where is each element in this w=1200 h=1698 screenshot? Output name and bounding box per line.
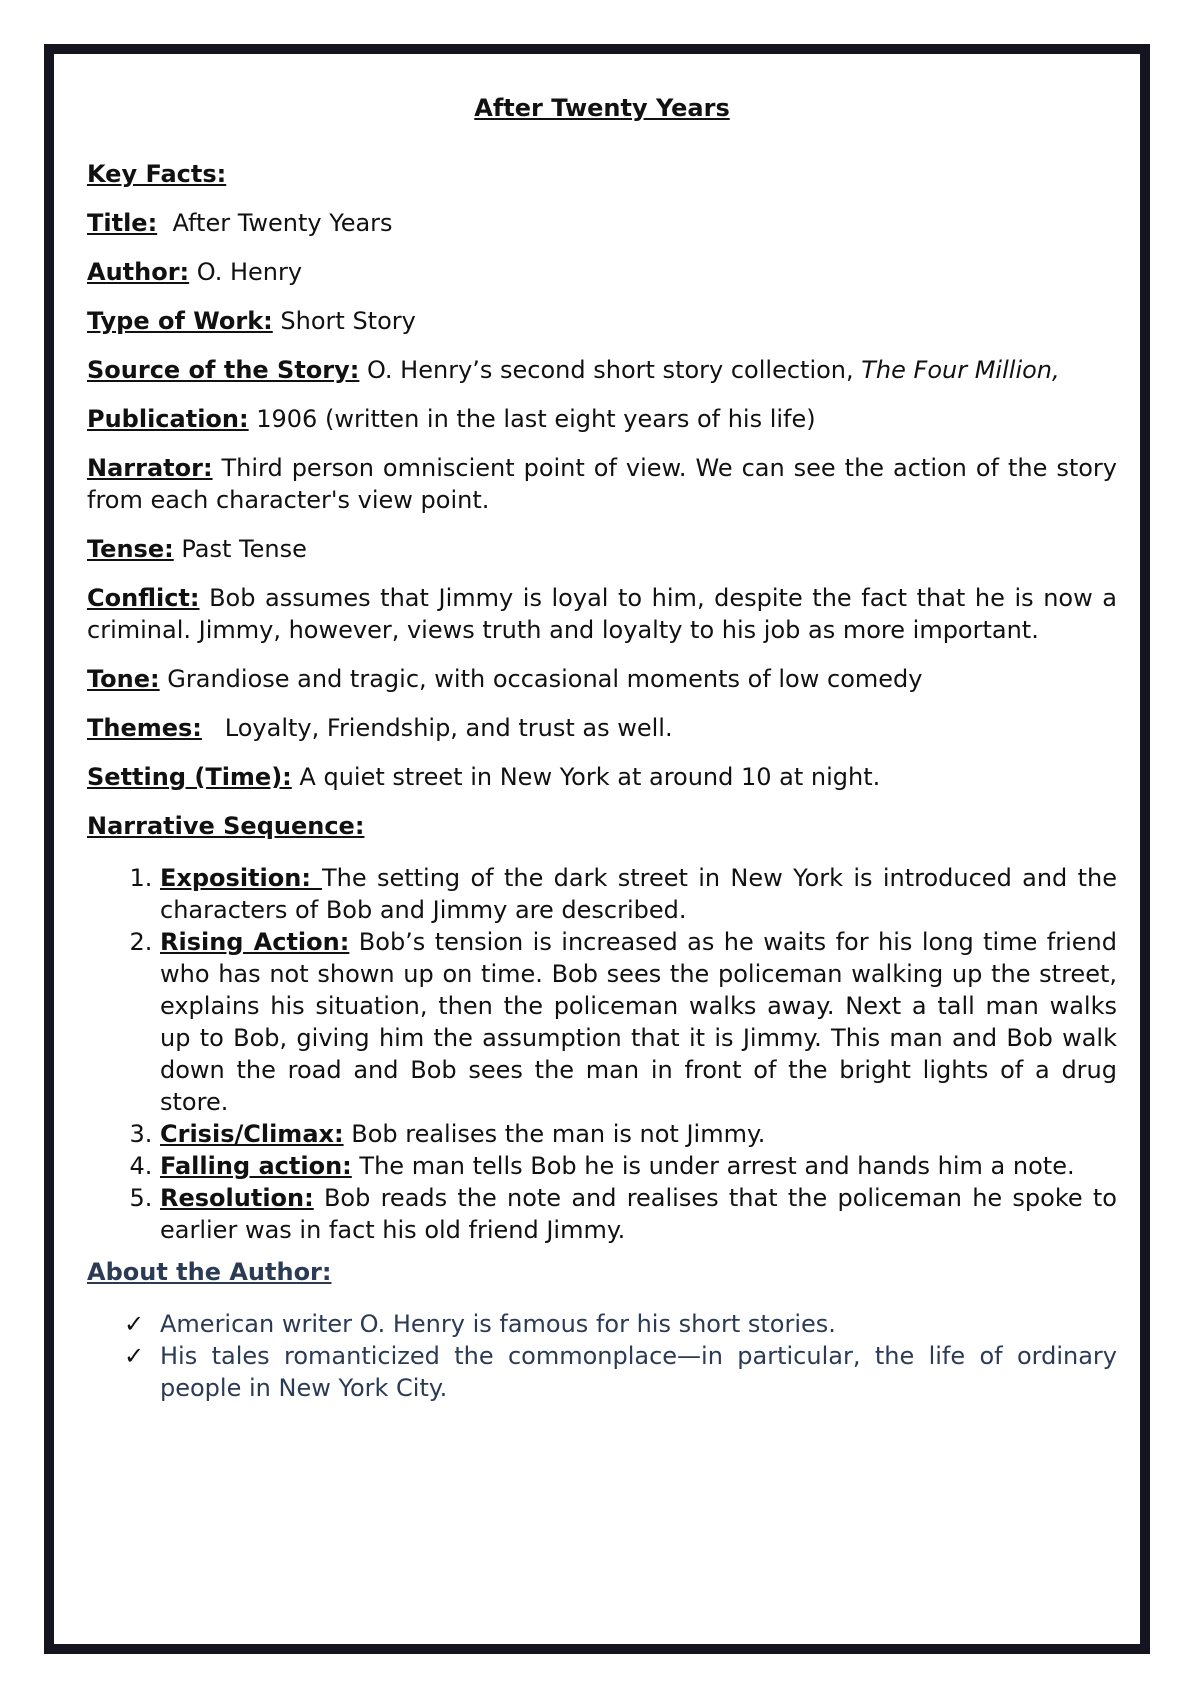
fact-label: Type of Work: — [87, 307, 273, 335]
fact-value: Loyalty, Friendship, and trust as well. — [224, 714, 673, 742]
fact-label: Tone: — [87, 665, 160, 693]
key-facts-heading: Key Facts: — [87, 160, 227, 188]
fact-publication — [87, 403, 1117, 435]
fact-label: Author: — [87, 258, 190, 286]
fact-label: Tense: — [87, 535, 174, 563]
author-point: ✓ American writer O. Henry is famous for his short stories. — [124, 1310, 836, 1338]
document-title: After Twenty Years — [474, 94, 730, 122]
sequence-item: 3. Crisis/Climax: Bob realises the man is not Jimmy. — [160, 1118, 1117, 1150]
document-content — [87, 92, 1117, 1404]
fact-value: Short Story — [280, 307, 416, 335]
checkmark-icon: ✓ — [124, 1342, 145, 1370]
author-point: ✓ His tales romanticized the commonplace—in particular, the life of ordinary people in New York City. — [124, 1342, 1117, 1402]
fact-value: O. Henry — [196, 258, 303, 286]
fact-value: After Twenty Years — [172, 209, 393, 237]
fact-value: A quiet street in New York at around 10 at night. — [299, 763, 881, 791]
collection-title: The Four Million — [861, 356, 1052, 384]
about-author-heading: About the Author: — [87, 1258, 332, 1286]
author-points-list — [87, 1308, 1117, 1404]
fact-source: Source of the Story: O. Henry’s second short story collection, The Four Million, — [87, 356, 1060, 384]
fact-value: Grandiose and tragic, with occasional moments of low comedy — [167, 665, 923, 693]
fact-label: Conflict: — [87, 584, 200, 612]
fact-type — [87, 305, 1117, 337]
narrative-sequence-list — [87, 862, 1117, 1246]
fact-label: Setting (Time): — [87, 763, 292, 791]
fact-tone — [87, 663, 1117, 695]
fact-narrator — [87, 452, 1117, 516]
checkmark-icon: ✓ — [124, 1310, 145, 1338]
fact-label: Title: — [87, 209, 158, 237]
fact-author — [87, 256, 1117, 288]
sequence-item: 1. Exposition: The setting of the dark street in New York is introduced and the characters of Bob and Jimmy are described. — [160, 862, 1117, 926]
narrative-sequence-heading: Narrative Sequence: — [87, 812, 365, 840]
fact-label: Source of the Story: — [87, 356, 360, 384]
fact-value: Past Tense — [181, 535, 307, 563]
fact-label: Publication: — [87, 405, 249, 433]
fact-value: 1906 (written in the last eight years of his life) — [256, 405, 816, 433]
fact-setting — [87, 761, 1117, 793]
fact-label: Narrator: — [87, 454, 213, 482]
document-page — [44, 44, 1150, 1654]
fact-value: O. Henry’s second short story collection, — [367, 356, 862, 384]
fact-conflict — [87, 582, 1117, 646]
fact-title — [87, 207, 1117, 239]
fact-tense — [87, 533, 1117, 565]
sequence-item: 5. Resolution: Bob reads the note and realises that the policeman he spoke to earlier was in fact his old friend Jimmy. — [160, 1182, 1117, 1246]
fact-label: Themes: — [87, 714, 202, 742]
sequence-item: 2. Rising Action: Bob’s tension is increased as he waits for his long time friend who has not shown up on time. Bob sees the policeman walking up the street, explains his situation, then the policeman walks away. Next a tall man walks up to Bob, giving him the assumption that it is Jimmy. This man and Bob walk down the road and Bob sees the man in front of the bright lights of a drug store. — [160, 926, 1117, 1118]
sequence-item: 4. Falling action: The man tells Bob he is under arrest and hands him a note. — [160, 1150, 1117, 1182]
fact-themes — [87, 712, 1117, 744]
fact-value: Third person omniscient point of view. We can see the action of the story from each character's view point. — [87, 454, 1117, 514]
fact-value: Bob assumes that Jimmy is loyal to him, despite the fact that he is now a criminal. Jimmy, however, views truth and loyalty to his job as more important. — [87, 584, 1117, 644]
